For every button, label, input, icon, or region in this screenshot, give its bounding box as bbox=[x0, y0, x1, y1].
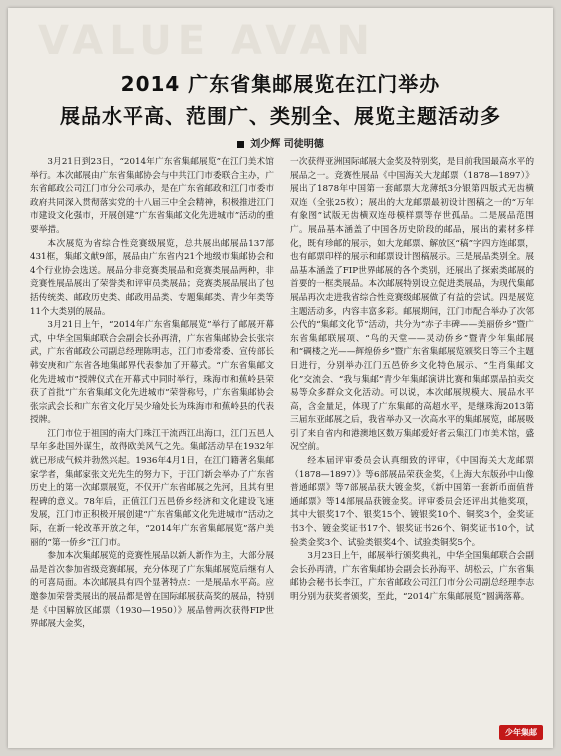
paragraph: 江门市位于祖国的南大门珠江干流西江出海口，江门五邑人早年多赴国外谋生，故得欧美风气之先。集邮活动早在1932年就已形成气候并勃然兴起。1936年4月1日，在江门籍著名集邮家学者，集邮家张文光先生的努力下，于江门新会举办了广东省历史上的第一次邮票展览，不仅开广东省邮展之先河，且其有里程碑的意义。78年后，正值江门五邑侨乡经济和文化建设飞速发展，江门市正积极开展创建“广东省集邮文化先进城市”活动之际，在新一轮改革开放之年，“2014年广东省集邮展览”落户美丽的“第一侨乡”江门市。 bbox=[30, 428, 274, 548]
right-column bbox=[290, 156, 534, 605]
paragraph: 一次获得亚洲国际邮展大金奖及特别奖，是目前我国最高水平的展品之一。竞赛性展品《中国海关大龙邮票（1878—1897）》展出了1878年中国第一套邮票大龙薄纸3分银第四版式无齿横双连（全张25枚）；展出的大龙邮票最初设计图稿之一的“万年有象图”试版无齿横双连母模样票等存世孤品。二是展品范围广。展品基本涵盖了中国各历史阶段的邮品，展出的素材多样化，既有珍邮的展示，如大龙邮票、解放区“稿”字四方连邮票，也有邮票印样的展示和邮票设计图稿展示。三是展品类别全。展品基本涵盖了FIP世界邮展的各个类别，还展出了探索类邮展的首要的一框类展品。本次邮展特别设立促进类展品，为现代集邮展品再次走进我省综合性竞赛级邮展做了有益的尝试。四是展览主题活动多，内容丰富多彩。邮展期间，江门市配合举办了次邻公代的“集邮文化节”活动，共分为“赤子丰碑——美丽侨乡”暨广东省集邮联展项、“鸟的天堂——灵动侨乡”暨青少年集邮展和“碉楼之光——辉煌侨乡”暨广东省集邮展览颁奖日等三个主题日进行，分别举办江门五邑侨乡文化特色展示、“生肖集邮文化”交流会、“我与集邮”青少年集邮演讲比赛和集邮票品拍卖交易等众多群众文化活动。可以说，本次邮展规模大、展品水平高，含金量足，体现了广东集邮的高超水平，是继珠海2013第三届东亚邮展之后，我省举办又一次高水平的集邮展览，邮展吸引了来自省内和港澳地区数万集邮爱好者云集江门市美术馆，盛况空前。 bbox=[290, 157, 534, 453]
paragraph: 经本届评审委员会认真细致的评审，《中国海关大龙邮票（1878—1897）》等6部展品荣获金奖，《上海大东版孙中山像普通邮票》等7部展品获大镀金奖，《新中国第一套新币面值普通邮票》等14部展品获镀金奖。评审委员会还评出其他奖项，其中大银奖17个、银奖15个、镀银奖10个、铜奖3个，金奖证书3个、镀金奖证书17个、银奖证书26个、铜奖证书10个，试验类金奖3个、试验类银奖4个、试验类铜奖5个。 bbox=[290, 456, 534, 548]
article-title-line2: 展品水平高、范围广、类别全、展览主题活动多 bbox=[60, 104, 501, 128]
magazine-logo: 少年集邮 bbox=[499, 725, 543, 740]
magazine-page bbox=[8, 8, 553, 748]
square-bullet-icon bbox=[237, 141, 244, 148]
paragraph: 3月21日上午，“2014年广东省集邮展览”举行了邮展开幕式，中华全国集邮联合会副会长孙再清，广东省集邮协会长张宗武，广东省邮政公司副总经理陈明志，江门市委常委、宣传部长韩安庚和广东省各地集邮界代表参加了开幕式。“广东省集邮文化先进城市”授牌仪式在开幕式中同时举行，珠海市和蕉岭县荣获了首批“广东省集邮文化先进城市”荣誉称号，广东省集邮协会张宗武会长和广东省文化厅吴少瑜处长为珠海市和蕉岭县的代表授牌。 bbox=[30, 320, 274, 426]
left-column bbox=[30, 156, 274, 632]
paragraph: 3月23日上午，邮展举行颁奖典礼，中华全国集邮联合会副会长孙再清，广东省集邮协会副会长孙海平、胡松云，广东省集邮协会秘书长李江，广东省邮政公司江门市分公司副总经理李志明分别为获奖者颁奖，至此，“2014广东集邮展览”圆满落幕。 bbox=[290, 551, 534, 602]
background-watermark: VALUE AVAN bbox=[38, 18, 376, 64]
paragraph: 本次展览为省综合性竞赛级展览，总共展出邮展品137部431框，集邮文献9部，展品由广东省内21个地级市集邮协会和4个行业协会选送。展品分非竞赛类展品和竞赛类展品两种，非竞赛性展品展出了荣誉类和评审员类展品；竞赛类展品展出了包括传统类、邮政历史类、邮政用品类、专题集邮类、青少年类等11个大类别的展品。 bbox=[30, 238, 274, 317]
paragraph: 参加本次集邮展览的竞赛性展品以新人新作为主，大部分展品是首次参加省级竞赛邮展，充分体现了广东集邮展览后继有人的可喜局面。本次邮展具有四个显著特点：一是展品水平高。应邀参加荣誉类展出的展品都是曾在国际邮展获高奖的展品，特别是《中国解放区邮票（1930—1950）》展品曾两次获得FIP世界邮展大金奖， bbox=[30, 551, 274, 630]
article-byline bbox=[8, 135, 553, 150]
article-title-line1: 2014 广东省集邮展览在江门举办 bbox=[120, 72, 441, 96]
author-names: 刘少辉 司徒明德 bbox=[250, 139, 324, 150]
paragraph: 3月21日到23日，“2014年广东省集邮展览”在江门美术馆举行。本次邮展由广东省集邮协会与中共江门市委联合主办，广东省邮政公司江门市分公司承办，是在广东省邮政和江门市委市政府共同深入贯彻落实党的十八届三中全会精神，积极推进江门市建设文化强市，开展创建“广东省集邮文化先进城市”活动的重要举措。 bbox=[30, 157, 274, 235]
